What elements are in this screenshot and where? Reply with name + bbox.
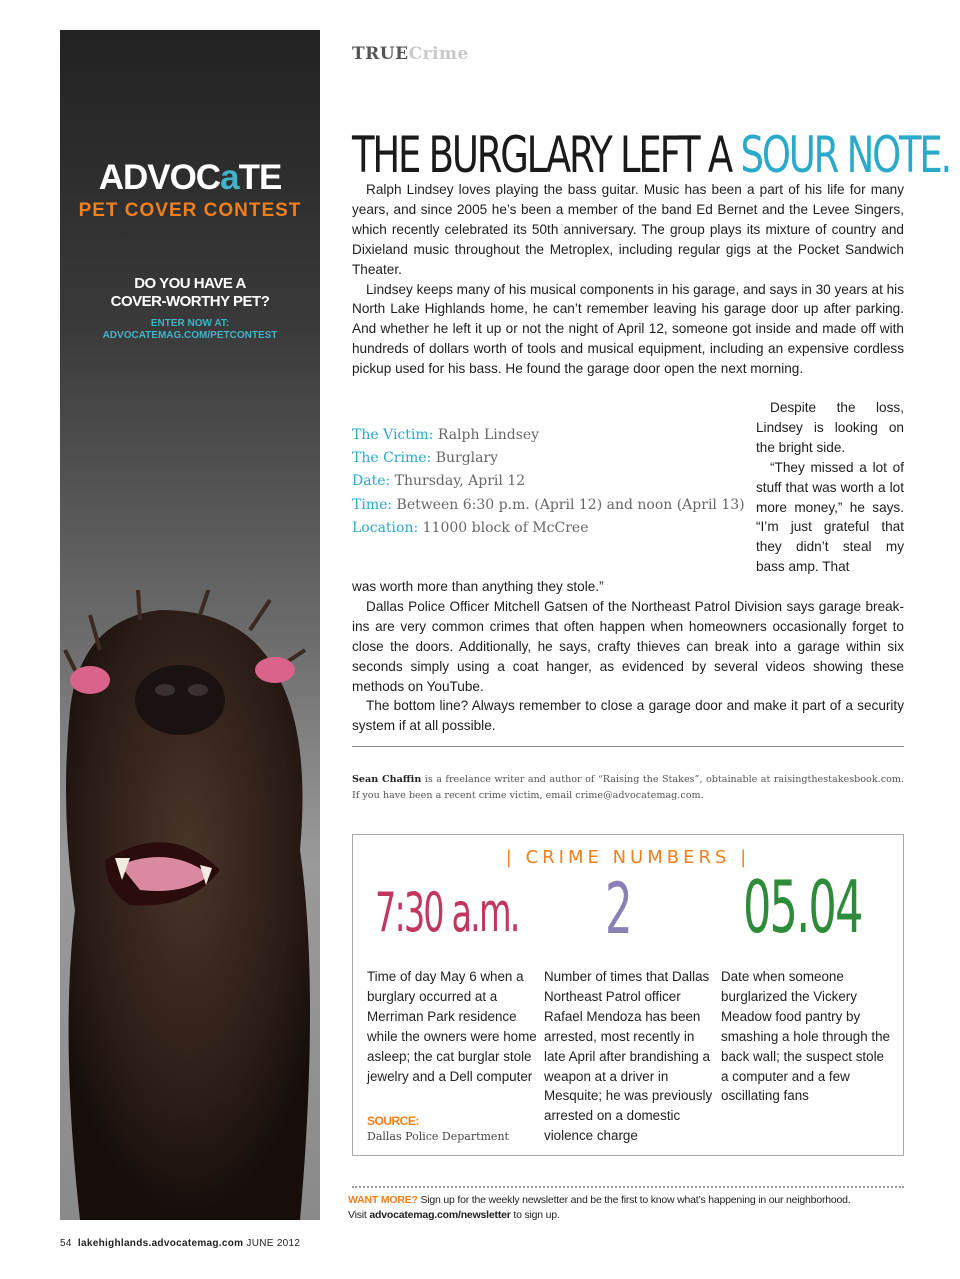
- crime-facts: [352, 424, 752, 540]
- fact-crime: The Crime: Burglary: [352, 450, 499, 467]
- dog-photo: [60, 590, 320, 1220]
- site-url: lakehighlands.advocatemag.com: [77, 1238, 244, 1249]
- issue-date: JUNE 2012: [246, 1238, 301, 1249]
- section-label: TRUECrime: [352, 44, 469, 64]
- article-body-bottom: [352, 577, 904, 736]
- paragraph: The bottom line? Always remember to close a garage door and make it part of a security system if at all possible.: [352, 698, 904, 734]
- divider: [352, 746, 904, 747]
- newsletter-link[interactable]: advocatemag.com/newsletter: [369, 1209, 511, 1221]
- ad-question: DO YOU HAVE A COVER-WORTHY PET?: [110, 275, 270, 310]
- crime-numbers-heading: | CRIME NUMBERS |: [505, 847, 751, 868]
- stat-description: Date when someone burglarized the Vickery Meadow food pantry by smashing a hole through the back wall; the suspect stole a computer and a few oscillating fans: [721, 969, 890, 1104]
- page-number: 54: [60, 1238, 72, 1249]
- paragraph: Despite the loss, Lindsey is looking on the bright side.: [756, 400, 904, 455]
- page-folio: [60, 1238, 300, 1249]
- fact-date: Date: Thursday, April 12: [352, 473, 526, 490]
- crime-numbers-box: [352, 834, 904, 1156]
- stat-number: 7:30 a.m.: [375, 881, 519, 944]
- dotted-divider: [352, 1186, 904, 1188]
- stat-number: 2: [605, 868, 631, 950]
- newsletter-promo: WANT MORE? Sign up for the weekly newsletter and be the first to know what’s happening in our neighborhood. Visit advocatemag.com/newsletter to sign up.: [348, 1194, 851, 1221]
- stat-number: 05.04: [743, 865, 862, 949]
- ad-enter-link[interactable]: ENTER NOW AT: ADVOCATEMAG.COM/PETCONTEST: [102, 318, 278, 341]
- fact-time: Time: Between 6:30 p.m. (April 12) and noon (April 13): [352, 496, 745, 513]
- stat-description: Number of times that Dallas Northeast Patrol officer Rafael Mendoza has been arrested, most recently in late April after brandishing a weapon at a driver in Mesquite; he was previously arrested on a domestic violence charge: [544, 969, 713, 1144]
- author-bio: Sean Chaffin is a freelance writer and author of “Raising the Stakes”, obtainable at raisingthestakesbook.com. If you have been a recent crime victim, email crime@advocatemag.com.: [352, 774, 904, 801]
- stat-description: Time of day May 6 when a burglary occurred at a Merriman Park residence while the owners were home asleep; the cat burglar stole jewelry and a Dell computer: [367, 969, 537, 1084]
- ad-contest-title: PET COVER CONTEST: [78, 200, 302, 221]
- source-note: SOURCE: Dallas Police Department: [367, 1114, 509, 1143]
- paragraph: was worth more than anything they stole.”: [352, 579, 604, 594]
- article-body-side: [756, 398, 904, 577]
- pet-contest-ad[interactable]: [60, 30, 320, 1220]
- article-body-top: [352, 180, 904, 379]
- fact-victim: The Victim: Ralph Lindsey: [352, 427, 540, 443]
- paragraph: Dallas Police Officer Mitchell Gatsen of the Northeast Patrol Division says garage break-ins are very common crimes that often happen when homeowners occasionally forget to close the doors. Additionally, he says, crafty thieves can break into a garage within six seconds simply using a coat hanger, as evidenced by several videos showing these methods on YouTube.: [352, 598, 904, 694]
- paragraph: “They missed a lot of stuff that was worth a lot more money,” he says. “I’m just grateful that they didn’t steal my bass amp. That: [756, 459, 904, 575]
- paragraph: Ralph Lindsey loves playing the bass guitar. Music has been a part of his life for many years, and since 2005 he’s been a member of the band Ed Bernet and the Levee Singers, which recently celebrated its 50th anniversary. The group plays its mixture of country and Dixieland music throughout the Metroplex, including regular gigs at the Pocket Sandwich Theater.: [352, 182, 904, 277]
- headline: THE BURGLARY LEFT A SOUR NOTE.: [352, 126, 951, 184]
- fact-location: Location: 11000 block of McCree: [352, 519, 589, 536]
- advocate-logo: ADVOCaTE: [98, 158, 282, 197]
- paragraph: Lindsey keeps many of his musical components in his garage, and says in 30 years at his North Lake Highlands home, he can’t remember leaving his garage door up after parking. And whether he left it up or not the night of April 12, someone got inside and made off with hundreds of dollars worth of tools and musical equipment, including an expensive cordless pickup used for his bass. He found the garage door open the next morning.: [352, 281, 904, 377]
